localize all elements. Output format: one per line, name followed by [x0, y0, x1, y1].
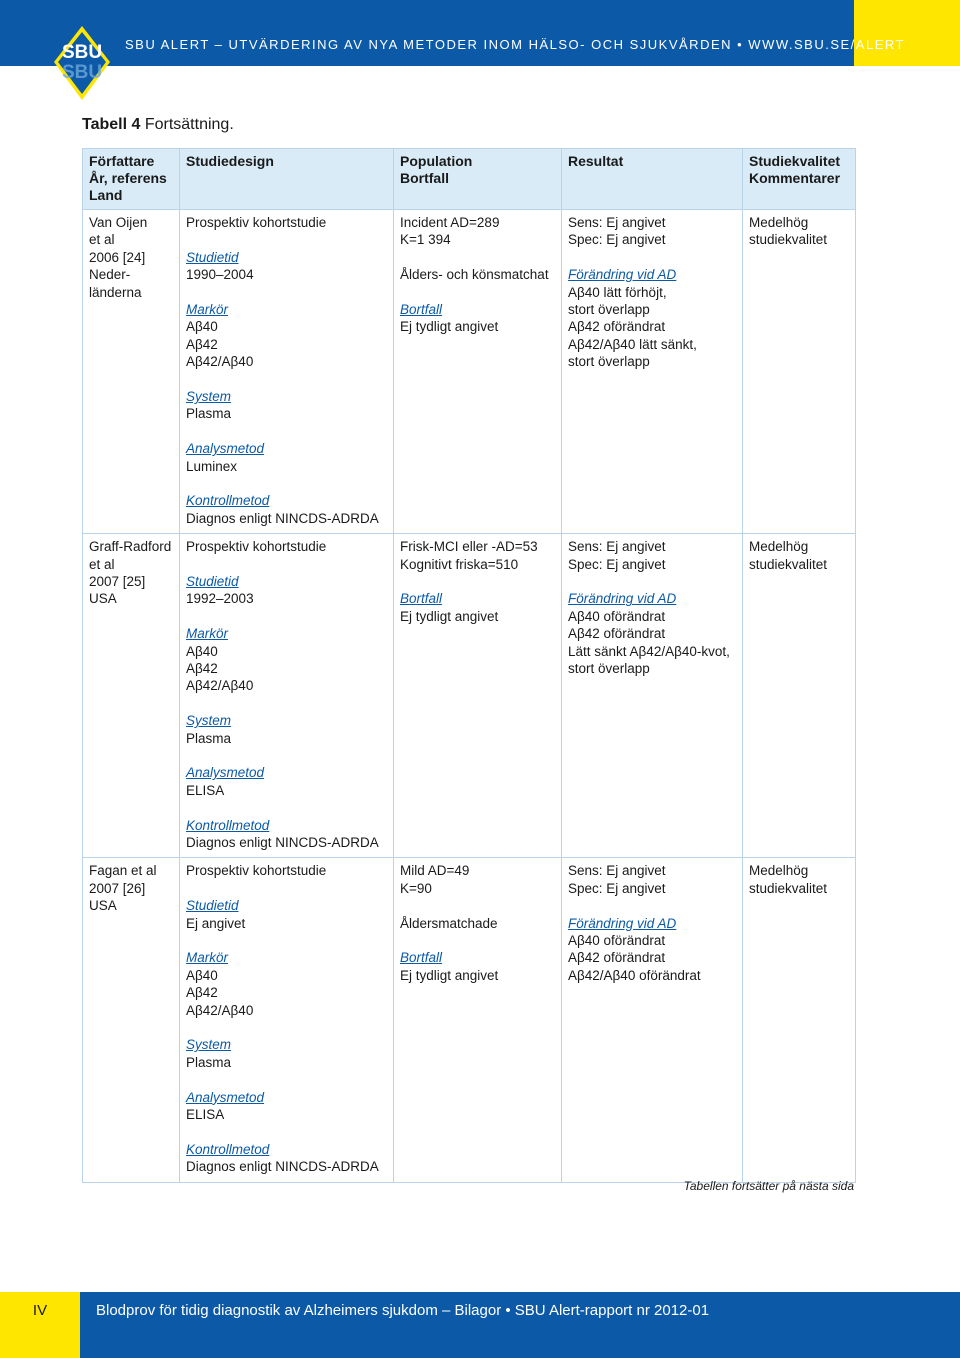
table-row — [83, 210, 856, 534]
page-number: IV — [32, 1302, 48, 1319]
col-header-author: Författare År, referens Land — [83, 149, 180, 210]
col-header-quality: Studiekvalitet Kommentarer — [743, 149, 856, 210]
col-header-population: Population Bortfall — [394, 149, 562, 210]
logo-text: SBU — [61, 42, 103, 63]
design-cell: Prospektiv kohortstudie Studietid Ej angivet Markör Aβ40 Aβ42 Aβ42/Aβ40 System Plasma Analysmetod ELISA Kontrollmetod Diagnos enligt NINCDS-ADRDA — [180, 858, 394, 1182]
study-table — [82, 148, 856, 1183]
result-cell: Sens: Ej angivet Spec: Ej angivet Förändring vid AD Aβ40 oförändrat Aβ42 oförändrat Aβ42/Aβ40 oförändrat — [562, 858, 743, 1182]
header-text: SBU ALERT – UTVÄRDERING AV NYA METODER INOM HÄLSO- OCH SJUKVÅRDEN • WWW.SBU.SE/ALERT — [125, 37, 905, 52]
table-header-row — [83, 149, 856, 210]
result-cell: Sens: Ej angivet Spec: Ej angivet Förändring vid AD Aβ40 oförändrat Aβ42 oförändrat Lätt sänkt Aβ42/Aβ40-kvot, stort överlapp — [562, 534, 743, 858]
caption-label: Tabell 4 — [82, 116, 141, 133]
footer-text: Blodprov för tidig diagnostik av Alzheimers sjukdom – Bilagor • SBU Alert-rapport nr 2012-01 — [96, 1302, 710, 1319]
population-cell: Frisk-MCI eller -AD=53 Kognitivt friska=510 Bortfall Ej tydligt angivet — [394, 534, 562, 858]
author-cell: Fagan et al 2007 [26] USA — [83, 858, 180, 1182]
col-header-result: Resultat — [562, 149, 743, 210]
sbu-logo-icon — [52, 24, 112, 102]
quality-cell: Medelhög studiekvalitet — [743, 858, 856, 1182]
col-header-design: Studiedesign — [180, 149, 394, 210]
author-cell: Van Oijen et al 2006 [24] Neder- länderna — [83, 210, 180, 534]
table-row — [83, 534, 856, 858]
table-caption — [82, 116, 234, 134]
quality-cell: Medelhög studiekvalitet — [743, 534, 856, 858]
table-row — [83, 858, 856, 1182]
table-continues-note: Tabellen fortsätter på nästa sida — [683, 1179, 854, 1193]
population-cell: Incident AD=289 K=1 394 Ålders- och könsmatchat Bortfall Ej tydligt angivet — [394, 210, 562, 534]
population-cell: Mild AD=49 K=90 Åldersmatchade Bortfall Ej tydligt angivet — [394, 858, 562, 1182]
design-cell: Prospektiv kohortstudie Studietid 1992–2003 Markör Aβ40 Aβ42 Aβ42/Aβ40 System Plasma Analysmetod ELISA Kontrollmetod Diagnos enligt NINCDS-ADRDA — [180, 534, 394, 858]
header-bar — [0, 0, 960, 66]
logo-text-reflection: SBU — [61, 62, 103, 83]
design-cell: Prospektiv kohortstudie Studietid 1990–2004 Markör Aβ40 Aβ42 Aβ42/Aβ40 System Plasma Analysmetod Luminex Kontrollmetod Diagnos enligt NINCDS-ADRDA — [180, 210, 394, 534]
result-cell: Sens: Ej angivet Spec: Ej angivet Förändring vid AD Aβ40 lätt förhöjt, stort överlapp Aβ42 oförändrat Aβ42/Aβ40 lätt sänkt, stort överlapp — [562, 210, 743, 534]
header-accent — [854, 0, 960, 66]
caption-text: Fortsättning. — [140, 116, 234, 133]
author-cell: Graff-Radford et al 2007 [25] USA — [83, 534, 180, 858]
quality-cell: Medelhög studiekvalitet — [743, 210, 856, 534]
